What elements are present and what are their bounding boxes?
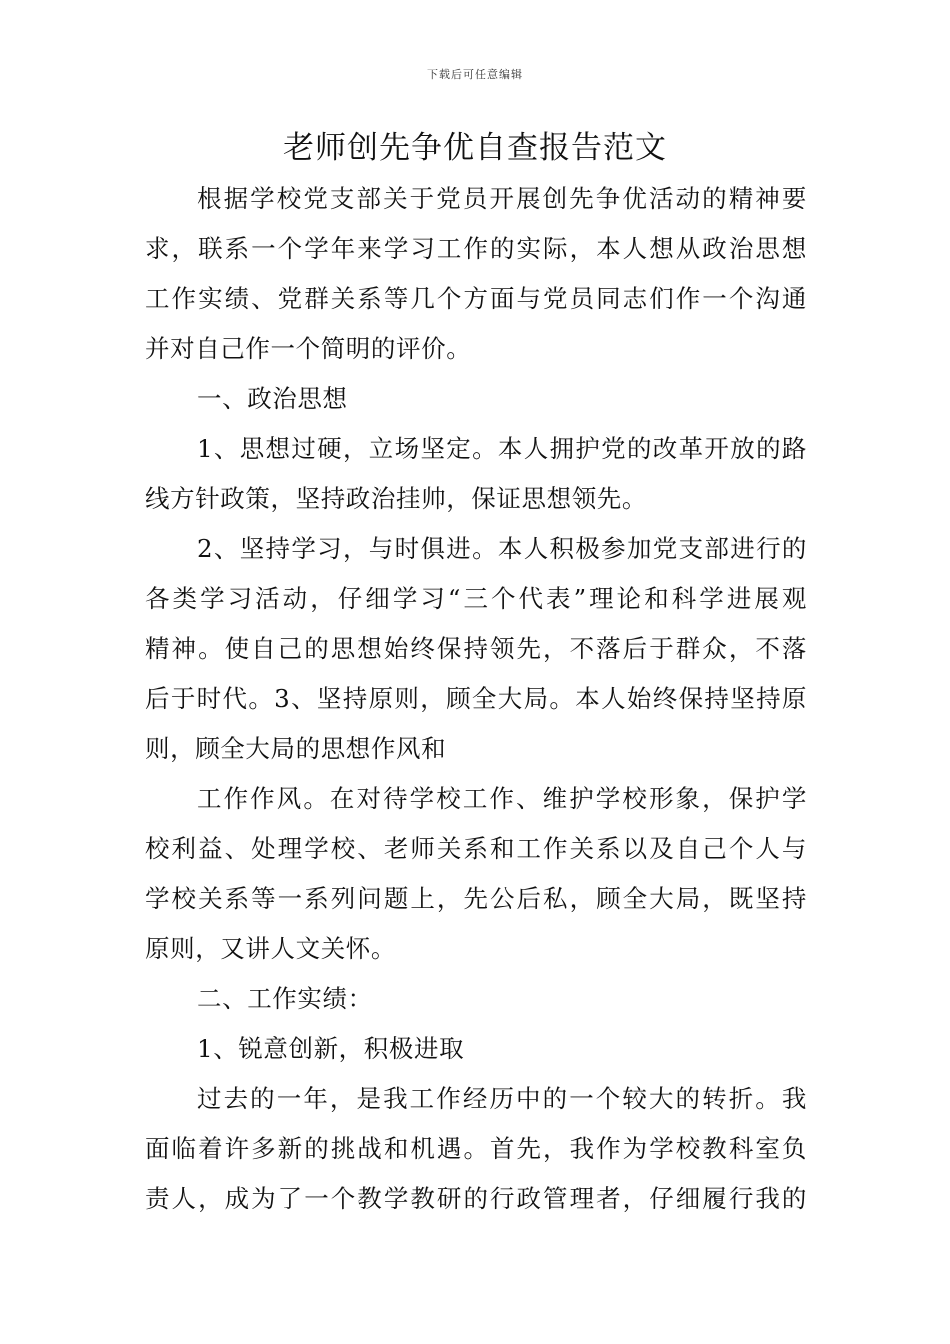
text-line: 根据学校党支部关于党员开展创先争优活动的精神要 xyxy=(197,184,807,213)
text-line: 并对自己作一个简明的评价。 xyxy=(145,334,472,363)
text-line: 2、坚持学习，与时俱进。本人积极参加党支部进行的 xyxy=(197,534,807,563)
text-line: 原则，又讲人文关怀。 xyxy=(145,934,396,963)
text-line: 二、工作实绩： xyxy=(197,984,373,1013)
text-line: 过去的一年，是我工作经历中的一个较大的转折。我 xyxy=(197,1084,807,1113)
text-line: 1、锐意创新，积极进取 xyxy=(197,1034,465,1063)
text-line: 工作作风。在对待学校工作、维护学校形象，保护学 xyxy=(197,784,807,813)
document-body xyxy=(145,174,807,1224)
text-line: 后于时代。3、坚持原则，顾全大局。本人始终保持坚持原 xyxy=(145,684,807,713)
text-line: 工作实绩、党群关系等几个方面与党员同志们作一个沟通 xyxy=(145,284,807,313)
document-title: 老师创先争优自查报告范文 xyxy=(283,130,667,166)
text-line: 精神。使自己的思想始终保持领先，不落后于群众，不落 xyxy=(145,634,807,663)
text-line: 面临着许多新的挑战和机遇。首先，我作为学校教科室负 xyxy=(145,1134,807,1163)
text-line: 学校关系等一系列问题上，先公后私，顾全大局，既坚持 xyxy=(145,884,807,913)
text-line: 1、思想过硬，立场坚定。本人拥护党的改革开放的路 xyxy=(197,434,807,463)
header-note: 下载后可任意编辑 xyxy=(427,68,523,81)
text-line: 校利益、处理学校、老师关系和工作关系以及自己个人与 xyxy=(145,834,807,863)
text-line: 线方针政策，坚持政治挂帅，保证思想领先。 xyxy=(145,484,647,513)
text-line: 一、政治思想 xyxy=(197,384,348,413)
text-line: 则，顾全大局的思想作风和 xyxy=(145,734,447,763)
text-line: 求，联系一个学年来学习工作的实际，本人想从政治思想 xyxy=(145,234,807,263)
text-line: 各类学习活动，仔细学习“三个代表”理论和科学进展观 xyxy=(145,584,807,613)
text-line: 责人，成为了一个教学教研的行政管理者，仔细履行我的 xyxy=(145,1184,807,1213)
